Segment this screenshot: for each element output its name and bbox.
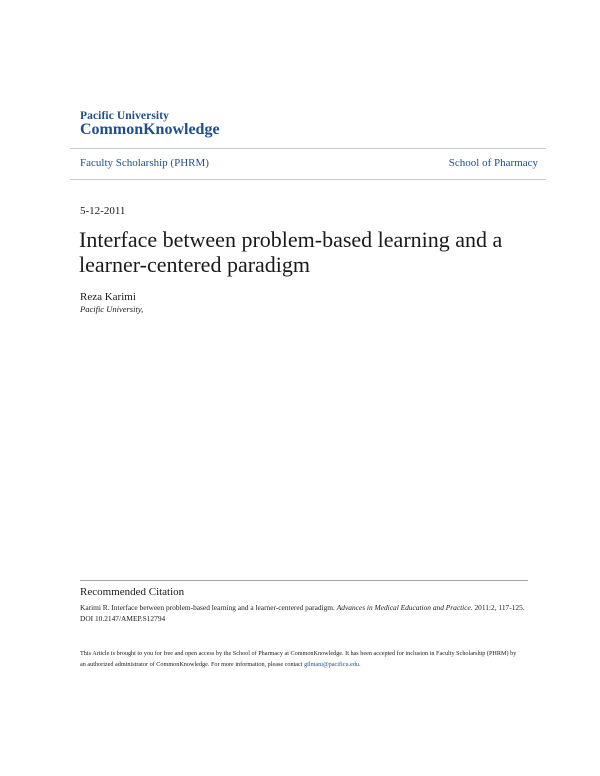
article-title: Interface between problem-based learning and a learner-centered paradigm (79, 227, 503, 277)
author-affiliation: Pacific University, (80, 304, 144, 314)
school-link[interactable]: School of Pharmacy (448, 157, 538, 169)
citation-text (80, 602, 530, 624)
header-rule-top (70, 148, 546, 149)
citation-suffix: 2011:2, 117-125. DOI 10.2147/AMEP.S12794 (80, 603, 525, 623)
brand-repository[interactable]: CommonKnowledge (80, 121, 220, 138)
header-rule-bottom (70, 179, 546, 180)
collection-link[interactable]: Faculty Scholarship (PHRM) (80, 157, 209, 169)
citation-heading: Recommended Citation (80, 586, 185, 598)
notice-end: . (359, 661, 361, 668)
brand-institution: Pacific University (80, 110, 169, 122)
publication-date: 5-12-2011 (80, 205, 126, 217)
citation-rule (80, 580, 528, 581)
contact-email-link[interactable]: gilmani@pacificu.edu (304, 661, 360, 668)
notice-text: This Article is brought to you for free and open access by the School of Pharmacy at CommonKnowledge. It has been accepted for inclusion in Faculty Scholarship (PHRM) by an authorized administrator of CommonKnowledge. For more information, please contact (80, 650, 517, 668)
access-notice (80, 648, 520, 670)
citation-prefix: Karimi R. Interface between problem-based learning and a learner-centered paradigm. (80, 603, 337, 612)
citation-journal: Advances in Medical Education and Practice. (336, 603, 473, 612)
author-name[interactable]: Reza Karimi (80, 291, 136, 303)
